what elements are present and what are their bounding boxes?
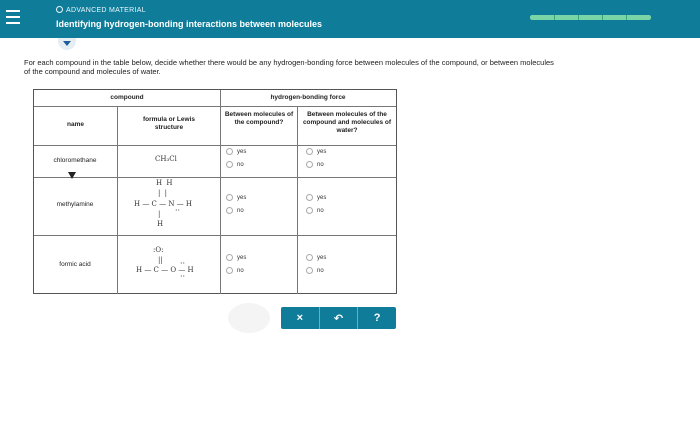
table-divider [34,177,396,178]
radio-circle-icon [226,254,233,261]
lewis-structure-bonds: | | [158,189,168,197]
progress-tick [554,15,555,20]
lewis-structure-bond-bottom: | [158,210,161,218]
watermark [228,303,270,333]
progress-bar [530,15,651,20]
hbond-group-header: hydrogen-bonding force [270,94,346,101]
chemical-formula: CH₃Cl [155,155,177,163]
chevron-down-icon [63,41,71,46]
lone-pair: ·· [180,272,186,281]
compound-name: chloromethane [53,157,97,164]
answer-toolbar [281,307,396,329]
level-indicator [56,6,146,14]
radio-water-no[interactable] [306,161,324,168]
option-label: yes [237,148,247,155]
option-label: no [237,207,244,214]
radio-circle-icon [226,161,233,168]
radio-circle-icon [306,254,313,261]
radio-compound-yes[interactable] [226,148,246,155]
between-compound-header: Between molecules of the compound? [224,111,294,126]
undo-button[interactable]: ↶ [333,312,344,325]
table-divider [34,235,396,236]
top-header-bar [0,0,700,38]
radio-circle-icon [306,194,313,201]
option-label: yes [237,194,247,201]
progress-tick [578,15,579,20]
menu-icon[interactable] [6,10,20,26]
lewis-structure-o-top: :O: [153,246,164,254]
progress-tick [602,15,603,20]
option-label: yes [317,148,327,155]
option-label: yes [237,254,247,261]
radio-compound-yes[interactable] [226,194,246,201]
table-divider [220,90,221,294]
level-label: ADVANCED MATERIAL [66,7,146,14]
radio-water-no[interactable] [306,207,324,214]
compound-table [33,89,397,294]
radio-circle-icon [226,207,233,214]
option-label: yes [317,254,327,261]
between-water-header: Between molecules of the compound and molecules of water? [302,111,392,134]
table-divider [34,145,396,146]
radio-circle-icon [226,148,233,155]
radio-water-no[interactable] [306,267,324,274]
lewis-structure-main: H — C — O — H [136,266,194,274]
clear-button[interactable]: × [296,312,304,324]
option-label: no [317,161,324,168]
lone-pair: ·· [175,206,181,215]
radio-compound-yes[interactable] [226,254,246,261]
help-button[interactable]: ? [373,312,381,324]
radio-circle-icon [306,207,313,214]
formula-column-header: formula or Lewis structure [142,116,195,131]
radio-circle-icon [306,148,313,155]
option-label: no [237,267,244,274]
mouse-cursor-icon [68,172,76,179]
radio-compound-no[interactable] [226,207,244,214]
table-divider [34,106,396,107]
lewis-structure-h-bottom: H [157,220,164,228]
name-column-header: name [67,121,84,128]
option-label: no [317,207,324,214]
radio-water-yes[interactable] [306,194,326,201]
radio-compound-no[interactable] [226,267,244,274]
level-circle-icon [56,6,63,13]
option-label: yes [317,194,327,201]
option-label: no [237,161,244,168]
lone-pair: ·· [180,259,186,268]
question-text: For each compound in the table below, decide whether there would be any hydrogen-bonding force between molecules of the compound, or between molecules of the compound and molecules of water. [24,58,554,76]
compound-name: methylamine [56,201,94,208]
radio-water-yes[interactable] [306,148,326,155]
radio-circle-icon [306,267,313,274]
topic-title: Identifying hydrogen-bonding interactions between molecules [56,19,323,29]
collapse-toggle[interactable] [58,38,76,50]
compound-name: formic acid [59,261,91,268]
progress-fill [530,15,651,20]
table-divider [297,106,298,294]
lewis-structure-h-top: H H [156,179,174,187]
option-label: no [317,267,324,274]
lewis-structure-main: H — C — N — H [134,200,193,208]
lewis-structure-double-bond: || [158,256,163,264]
compound-group-header: compound [110,94,144,101]
progress-tick [626,15,627,20]
radio-circle-icon [226,267,233,274]
radio-water-yes[interactable] [306,254,326,261]
radio-compound-no[interactable] [226,161,244,168]
radio-circle-icon [306,161,313,168]
radio-circle-icon [226,194,233,201]
